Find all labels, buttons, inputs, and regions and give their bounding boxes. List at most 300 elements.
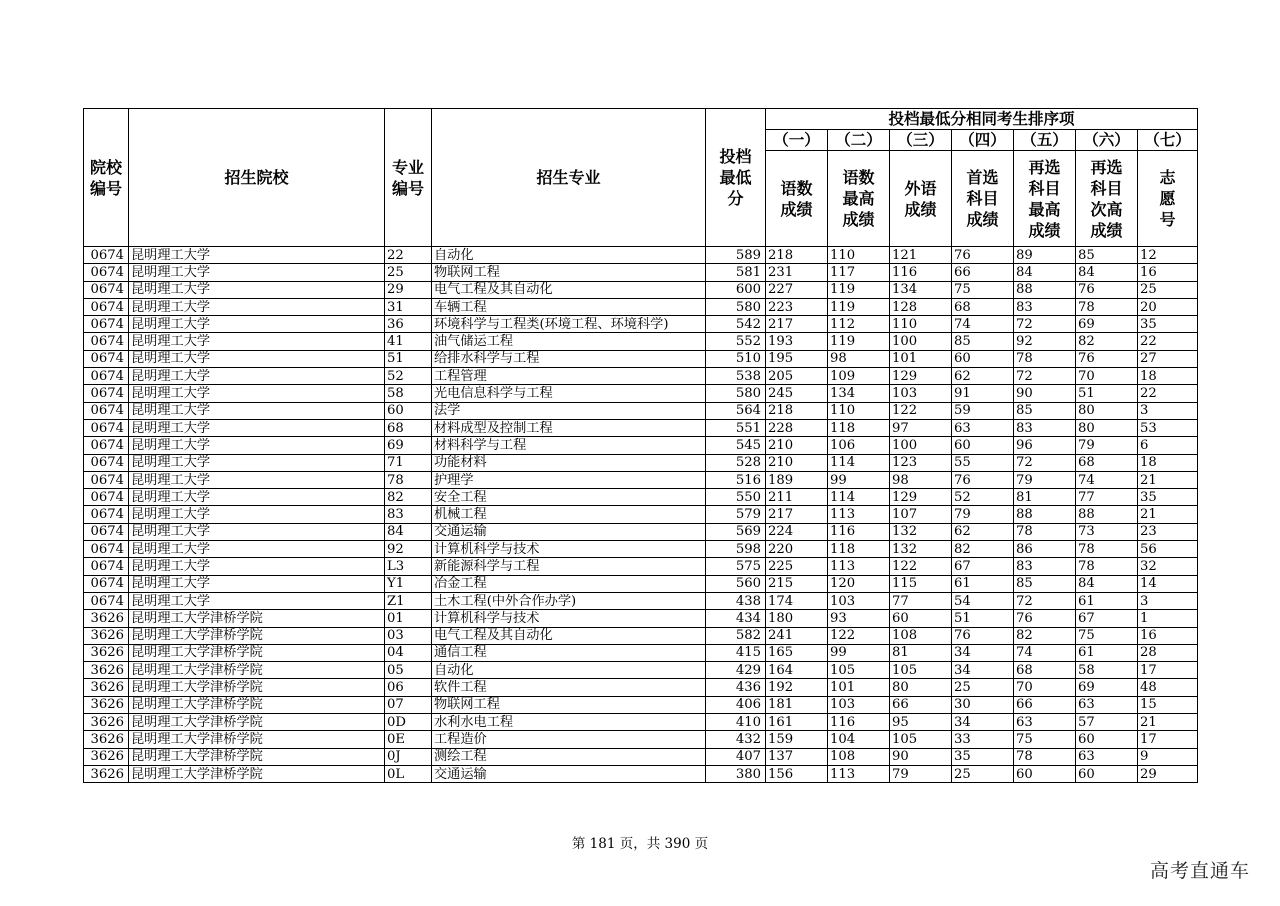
table-row — [84, 627, 1198, 644]
table-cell: 21 — [1138, 506, 1198, 523]
table-cell: 215 — [766, 575, 828, 592]
watermark: 高考直通车 — [1149, 860, 1250, 882]
table-cell: 32 — [1138, 558, 1198, 575]
table-cell: 06 — [385, 679, 432, 696]
table-cell: 自动化 — [432, 662, 706, 679]
table-cell: 62 — [952, 523, 1014, 540]
table-cell: 218 — [766, 402, 828, 419]
table-cell: 60 — [385, 402, 432, 419]
table-cell: 83 — [1014, 298, 1076, 315]
table-cell: 76 — [952, 247, 1014, 264]
table-header — [84, 109, 1198, 247]
table-cell: 78 — [1076, 541, 1138, 558]
table-cell: 昆明理工大学津桥学院 — [129, 714, 385, 731]
table-cell: 48 — [1138, 679, 1198, 696]
table-cell: Y1 — [385, 575, 432, 592]
table-cell: 0674 — [84, 419, 129, 436]
table-cell: 软件工程 — [432, 679, 706, 696]
admission-score-table — [83, 108, 1198, 783]
table-cell: 0674 — [84, 350, 129, 367]
table-cell: 3626 — [84, 627, 129, 644]
header-tie-label: 再选科目最高成绩 — [1014, 151, 1076, 247]
table-cell: 95 — [890, 714, 952, 731]
table-cell: 33 — [952, 731, 1014, 748]
table-cell: 108 — [828, 748, 890, 765]
table-cell: 436 — [706, 679, 766, 696]
table-cell: 104 — [828, 731, 890, 748]
table-cell: 119 — [828, 333, 890, 350]
table-cell: 103 — [828, 592, 890, 609]
table-cell: 122 — [828, 627, 890, 644]
header-tie-num: （四） — [952, 130, 1014, 151]
table-cell: 60 — [890, 610, 952, 627]
table-cell: 71 — [385, 454, 432, 471]
table-cell: 227 — [766, 281, 828, 298]
table-cell: 101 — [890, 350, 952, 367]
table-cell: 84 — [1076, 264, 1138, 281]
table-row — [84, 402, 1198, 419]
table-cell: 88 — [1014, 506, 1076, 523]
table-cell: 测绘工程 — [432, 748, 706, 765]
header-tie-break-group: 投档最低分相同考生排序项 — [766, 109, 1198, 130]
table-cell: 118 — [828, 419, 890, 436]
table-row — [84, 558, 1198, 575]
table-cell: 134 — [890, 281, 952, 298]
table-cell: 545 — [706, 437, 766, 454]
table-row — [84, 506, 1198, 523]
table-cell: 18 — [1138, 454, 1198, 471]
table-cell: 217 — [766, 316, 828, 333]
table-cell: 0674 — [84, 506, 129, 523]
table-cell: 0674 — [84, 316, 129, 333]
table-cell: 34 — [952, 644, 1014, 661]
table-cell: 84 — [1076, 575, 1138, 592]
table-cell: 昆明理工大学 — [129, 247, 385, 264]
table-cell: 53 — [1138, 419, 1198, 436]
header-tie-num: （三） — [890, 130, 952, 151]
table-cell: 113 — [828, 765, 890, 782]
table-cell: 189 — [766, 471, 828, 488]
table-cell: 04 — [385, 644, 432, 661]
table-cell: 74 — [1014, 644, 1076, 661]
table-cell: 机械工程 — [432, 506, 706, 523]
table-cell: 63 — [952, 419, 1014, 436]
table-cell: 106 — [828, 437, 890, 454]
table-cell: 01 — [385, 610, 432, 627]
table-cell: 109 — [828, 368, 890, 385]
table-cell: 交通运输 — [432, 765, 706, 782]
table-cell: 0674 — [84, 575, 129, 592]
table-cell: 78 — [1014, 350, 1076, 367]
table-cell: 17 — [1138, 731, 1198, 748]
table-cell: 昆明理工大学津桥学院 — [129, 748, 385, 765]
table-cell: 物联网工程 — [432, 696, 706, 713]
table-cell: 560 — [706, 575, 766, 592]
table-cell: 0674 — [84, 281, 129, 298]
table-cell: 120 — [828, 575, 890, 592]
table-row — [84, 662, 1198, 679]
table-cell: 174 — [766, 592, 828, 609]
table-cell: 0L — [385, 765, 432, 782]
table-row — [84, 316, 1198, 333]
table-cell: 物联网工程 — [432, 264, 706, 281]
table-cell: 0674 — [84, 592, 129, 609]
table-cell: 79 — [952, 506, 1014, 523]
table-cell: 538 — [706, 368, 766, 385]
table-cell: 昆明理工大学 — [129, 558, 385, 575]
table-cell: 车辆工程 — [432, 298, 706, 315]
table-cell: 68 — [1014, 662, 1076, 679]
table-cell: 0674 — [84, 471, 129, 488]
table-cell: 0674 — [84, 523, 129, 540]
table-cell: 安全工程 — [432, 489, 706, 506]
table-cell: 冶金工程 — [432, 575, 706, 592]
table-cell: 115 — [890, 575, 952, 592]
table-cell: 77 — [1076, 489, 1138, 506]
table-cell: 昆明理工大学 — [129, 350, 385, 367]
table-row — [84, 714, 1198, 731]
table-cell: 83 — [1014, 558, 1076, 575]
table-cell: 600 — [706, 281, 766, 298]
table-cell: 114 — [828, 489, 890, 506]
table-cell: 79 — [890, 765, 952, 782]
table-cell: 3 — [1138, 402, 1198, 419]
table-cell: 581 — [706, 264, 766, 281]
table-cell: 22 — [1138, 385, 1198, 402]
table-cell: 85 — [1014, 575, 1076, 592]
table-cell: 69 — [385, 437, 432, 454]
table-cell: 14 — [1138, 575, 1198, 592]
table-cell: 35 — [1138, 316, 1198, 333]
table-cell: 材料科学与工程 — [432, 437, 706, 454]
table-cell: 22 — [385, 247, 432, 264]
table-cell: 73 — [1076, 523, 1138, 540]
table-cell: 36 — [385, 316, 432, 333]
table-cell: 119 — [828, 281, 890, 298]
header-tie-num: （六） — [1076, 130, 1138, 151]
table-cell: 598 — [706, 541, 766, 558]
table-cell: 407 — [706, 748, 766, 765]
table-cell: 25 — [952, 765, 1014, 782]
table-cell: 580 — [706, 298, 766, 315]
table-cell: 21 — [1138, 471, 1198, 488]
table-cell: 工程造价 — [432, 731, 706, 748]
table-cell: 107 — [890, 506, 952, 523]
table-cell: 30 — [952, 696, 1014, 713]
header-tie-num: （五） — [1014, 130, 1076, 151]
table-cell: 76 — [1014, 610, 1076, 627]
table-cell: 77 — [890, 592, 952, 609]
table-cell: 119 — [828, 298, 890, 315]
table-cell: 15 — [1138, 696, 1198, 713]
table-cell: 79 — [1014, 471, 1076, 488]
table-cell: 78 — [1014, 748, 1076, 765]
table-row — [84, 731, 1198, 748]
table-cell: 552 — [706, 333, 766, 350]
table-cell: 油气储运工程 — [432, 333, 706, 350]
table-cell: 07 — [385, 696, 432, 713]
table-cell: 110 — [890, 316, 952, 333]
table-cell: 75 — [1014, 731, 1076, 748]
table-row — [84, 748, 1198, 765]
table-cell: 92 — [385, 541, 432, 558]
table-cell: 25 — [385, 264, 432, 281]
table-cell: 58 — [1076, 662, 1138, 679]
table-cell: 575 — [706, 558, 766, 575]
table-cell: 228 — [766, 419, 828, 436]
table-cell: 432 — [706, 731, 766, 748]
table-cell: 85 — [1076, 247, 1138, 264]
table-cell: 昆明理工大学津桥学院 — [129, 731, 385, 748]
table-cell: 昆明理工大学 — [129, 454, 385, 471]
table-cell: 121 — [890, 247, 952, 264]
table-cell: 昆明理工大学 — [129, 402, 385, 419]
table-cell: 0674 — [84, 264, 129, 281]
table-cell: 52 — [385, 368, 432, 385]
table-cell: 72 — [1014, 454, 1076, 471]
table-cell: 205 — [766, 368, 828, 385]
table-cell: 3626 — [84, 662, 129, 679]
table-cell: 60 — [1076, 765, 1138, 782]
table-cell: 昆明理工大学 — [129, 333, 385, 350]
table-cell: 功能材料 — [432, 454, 706, 471]
table-cell: 429 — [706, 662, 766, 679]
table-row — [84, 644, 1198, 661]
table-cell: 415 — [706, 644, 766, 661]
table-cell: 57 — [1076, 714, 1138, 731]
table-cell: 193 — [766, 333, 828, 350]
table-cell: 159 — [766, 731, 828, 748]
table-cell: 103 — [890, 385, 952, 402]
table-cell: 78 — [1076, 298, 1138, 315]
table-cell: 52 — [952, 489, 1014, 506]
table-cell: 438 — [706, 592, 766, 609]
table-cell: 70 — [1076, 368, 1138, 385]
table-cell: 56 — [1138, 541, 1198, 558]
table-cell: 通信工程 — [432, 644, 706, 661]
table-cell: 法学 — [432, 402, 706, 419]
table-cell: 80 — [890, 679, 952, 696]
table-cell: 86 — [1014, 541, 1076, 558]
table-cell: 61 — [1076, 644, 1138, 661]
table-row — [84, 281, 1198, 298]
table-cell: 昆明理工大学 — [129, 385, 385, 402]
table-cell: 35 — [952, 748, 1014, 765]
table-cell: 61 — [952, 575, 1014, 592]
table-cell: 昆明理工大学 — [129, 523, 385, 540]
table-cell: 16 — [1138, 627, 1198, 644]
table-cell: 69 — [1076, 316, 1138, 333]
table-cell: 9 — [1138, 748, 1198, 765]
header-tie-label: 首选科目成绩 — [952, 151, 1014, 247]
table-cell: 0D — [385, 714, 432, 731]
table-cell: 210 — [766, 454, 828, 471]
table-cell: 84 — [385, 523, 432, 540]
table-cell: 20 — [1138, 298, 1198, 315]
table-cell: 105 — [890, 731, 952, 748]
table-cell: 101 — [828, 679, 890, 696]
table-cell: 113 — [828, 506, 890, 523]
table-cell: 68 — [1076, 454, 1138, 471]
table-cell: L3 — [385, 558, 432, 575]
table-cell: 60 — [1076, 731, 1138, 748]
table-cell: 132 — [890, 541, 952, 558]
table-cell: 昆明理工大学 — [129, 575, 385, 592]
page-footer: 第 181 页，共 390 页 — [571, 836, 709, 852]
table-cell: 16 — [1138, 264, 1198, 281]
table-cell: 245 — [766, 385, 828, 402]
table-cell: 电气工程及其自动化 — [432, 627, 706, 644]
table-cell: 自动化 — [432, 247, 706, 264]
table-cell: 0J — [385, 748, 432, 765]
table-cell: 昆明理工大学津桥学院 — [129, 696, 385, 713]
table-cell: 3626 — [84, 679, 129, 696]
table-cell: 51 — [952, 610, 1014, 627]
table-cell: 昆明理工大学 — [129, 541, 385, 558]
table-cell: 昆明理工大学 — [129, 281, 385, 298]
table-row — [84, 368, 1198, 385]
table-cell: 220 — [766, 541, 828, 558]
table-row — [84, 523, 1198, 540]
table-cell: 3 — [1138, 592, 1198, 609]
table-cell: 434 — [706, 610, 766, 627]
table-cell: 118 — [828, 541, 890, 558]
table-cell: 1 — [1138, 610, 1198, 627]
table-cell: 181 — [766, 696, 828, 713]
table-cell: 380 — [706, 765, 766, 782]
table-row — [84, 489, 1198, 506]
table-cell: 17 — [1138, 662, 1198, 679]
table-cell: 昆明理工大学 — [129, 419, 385, 436]
table-cell: 74 — [952, 316, 1014, 333]
table-cell: 昆明理工大学 — [129, 368, 385, 385]
table-row — [84, 610, 1198, 627]
table-cell: 61 — [1076, 592, 1138, 609]
table-cell: 98 — [890, 471, 952, 488]
table-row — [84, 350, 1198, 367]
table-cell: 551 — [706, 419, 766, 436]
table-cell: 3626 — [84, 765, 129, 782]
table-cell: 129 — [890, 368, 952, 385]
table-cell: 123 — [890, 454, 952, 471]
table-cell: 63 — [1014, 714, 1076, 731]
header-school-name: 招生院校 — [129, 109, 385, 247]
table-cell: 6 — [1138, 437, 1198, 454]
table-cell: 昆明理工大学 — [129, 316, 385, 333]
table-cell: 134 — [828, 385, 890, 402]
table-cell: 03 — [385, 627, 432, 644]
table-cell: 542 — [706, 316, 766, 333]
table-cell: 51 — [385, 350, 432, 367]
table-cell: 昆明理工大学津桥学院 — [129, 765, 385, 782]
table-cell: 85 — [1014, 402, 1076, 419]
table-row — [84, 575, 1198, 592]
table-cell: 66 — [1014, 696, 1076, 713]
table-row — [84, 765, 1198, 782]
table-cell: 84 — [1014, 264, 1076, 281]
header-tie-num: （二） — [828, 130, 890, 151]
table-cell: 昆明理工大学津桥学院 — [129, 627, 385, 644]
table-cell: 72 — [1014, 592, 1076, 609]
table-cell: 66 — [890, 696, 952, 713]
table-cell: 0674 — [84, 437, 129, 454]
table-cell: 75 — [952, 281, 1014, 298]
table-cell: 0674 — [84, 541, 129, 558]
header-tie-label: 语数成绩 — [766, 151, 828, 247]
table-cell: 516 — [706, 471, 766, 488]
table-cell: 83 — [385, 506, 432, 523]
table-cell: 112 — [828, 316, 890, 333]
table-cell: 80 — [1076, 402, 1138, 419]
header-major-code: 专业编号 — [385, 109, 432, 247]
table-cell: 34 — [952, 714, 1014, 731]
table-cell: 电气工程及其自动化 — [432, 281, 706, 298]
table-cell: 67 — [1076, 610, 1138, 627]
table-cell: 116 — [828, 714, 890, 731]
table-cell: 05 — [385, 662, 432, 679]
table-cell: 29 — [385, 281, 432, 298]
table-cell: 3626 — [84, 731, 129, 748]
table-cell: 66 — [952, 264, 1014, 281]
table-cell: 29 — [1138, 765, 1198, 782]
table-body — [84, 247, 1198, 783]
table-cell: 79 — [1076, 437, 1138, 454]
table-row — [84, 385, 1198, 402]
table-cell: 67 — [952, 558, 1014, 575]
table-cell: 116 — [890, 264, 952, 281]
table-cell: 80 — [1076, 419, 1138, 436]
table-cell: 昆明理工大学 — [129, 489, 385, 506]
table-cell: 27 — [1138, 350, 1198, 367]
table-cell: 96 — [1014, 437, 1076, 454]
table-cell: 89 — [1014, 247, 1076, 264]
table-cell: Z1 — [385, 592, 432, 609]
table-cell: 132 — [890, 523, 952, 540]
table-cell: 231 — [766, 264, 828, 281]
table-cell: 78 — [1014, 523, 1076, 540]
table-cell: 昆明理工大学津桥学院 — [129, 644, 385, 661]
table-cell: 410 — [706, 714, 766, 731]
table-cell: 昆明理工大学 — [129, 471, 385, 488]
table-cell: 3626 — [84, 748, 129, 765]
table-cell: 0674 — [84, 402, 129, 419]
table-cell: 74 — [1076, 471, 1138, 488]
table-cell: 环境科学与工程类(环境工程、环境科学) — [432, 316, 706, 333]
table-cell: 98 — [828, 350, 890, 367]
table-cell: 406 — [706, 696, 766, 713]
table-cell: 100 — [890, 437, 952, 454]
table-cell: 69 — [1076, 679, 1138, 696]
table-cell: 54 — [952, 592, 1014, 609]
table-cell: 材料成型及控制工程 — [432, 419, 706, 436]
table-cell: 195 — [766, 350, 828, 367]
table-cell: 计算机科学与技术 — [432, 541, 706, 558]
table-cell: 582 — [706, 627, 766, 644]
table-cell: 55 — [952, 454, 1014, 471]
table-cell: 105 — [890, 662, 952, 679]
table-cell: 41 — [385, 333, 432, 350]
table-cell: 昆明理工大学 — [129, 298, 385, 315]
table-cell: 113 — [828, 558, 890, 575]
table-cell: 116 — [828, 523, 890, 540]
header-tie-label: 语数最高成绩 — [828, 151, 890, 247]
table-row — [84, 454, 1198, 471]
table-cell: 23 — [1138, 523, 1198, 540]
table-cell: 3626 — [84, 696, 129, 713]
table-cell: 90 — [890, 748, 952, 765]
table-cell: 28 — [1138, 644, 1198, 661]
table-cell: 21 — [1138, 714, 1198, 731]
